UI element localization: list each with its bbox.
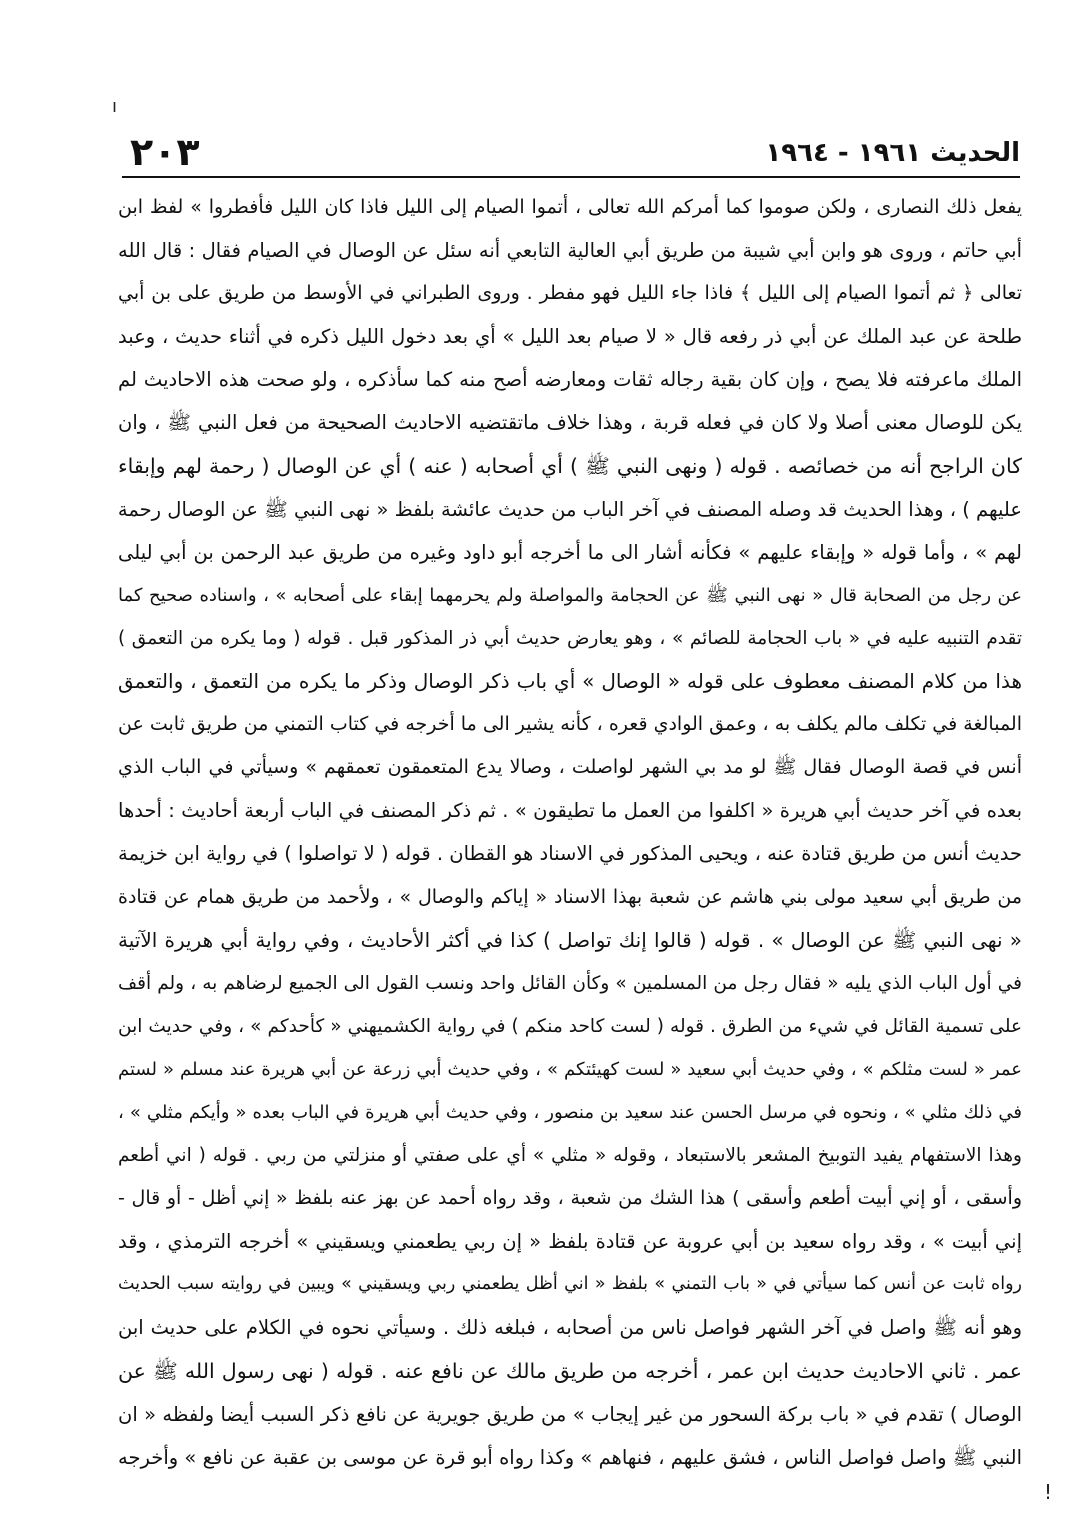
- text-line: وهو أنه ﷺ واصل في آخر الشهر فواصل ناس من أصحابه ، فبلغه ذلك . وسيأتي نحوه في الكلام على حديث ابن: [118, 1316, 1022, 1340]
- text-line: كان الراجح أنه من خصائصه . قوله ( ونهى النبي ﷺ ) أي أصحابه ( عنه ) أي عن الوصال ( رحمة لهم وإبقاء: [118, 453, 1022, 478]
- text-line: وهذا الاستفهام يفيد التوبيخ المشعر بالاستبعاد ، وقوله « مثلي » أي على صفتي أو منزلتي من ربي . قوله ( اني أطعم: [118, 1145, 1022, 1167]
- text-line: يفعل ذلك النصارى ، ولكن صوموا كما أمركم الله تعالى ، أتموا الصيام إلى الليل فاذا كان الليل فأفطروا » لفظ ابن: [118, 196, 1022, 218]
- page-number: ٢٠٣: [130, 130, 200, 174]
- text-line: لهم » ، وأما قوله « وإبقاء عليهم » فكأنه أشار الى ما أخرجه أبو داود وغيره من طريق عبد الرحمن بن أبي ليلى: [118, 540, 1022, 564]
- text-line: المبالغة في تكلف مالم يكلف به ، وعمق الوادي قعره ، كأنه يشير الى ما أخرجه في كتاب التمني من طريق ثابت عن: [118, 713, 1022, 736]
- text-line: في أول الباب الذي يليه « فقال رجل من المسلمين » وكأن القائل واحد ونسب القول الى الجميع لرضاهم به ، ولم أقف: [118, 972, 1022, 994]
- text-line: النبي ﷺ واصل فواصل الناس ، فشق عليهم ، فنهاهم » وكذا رواه أبو قرة عن موسى بن عقبة عن نافع » وأخرجه: [118, 1445, 1022, 1469]
- text-line: عن رجل من الصحابة قال « نهى النبي ﷺ عن الحجامة والمواصلة ولم يحرمهما إبقاء على أصحابه » ، واسناده صحيح كما: [118, 584, 1022, 606]
- body-text: [118, 186, 1022, 1479]
- header-rule: [122, 176, 1020, 178]
- running-title: الحديث ١٩٦١ - ١٩٦٤: [765, 138, 1020, 168]
- text-line: في ذلك مثلي » ، ونحوه في مرسل الحسن عند سعيد بن منصور ، وفي حديث أبي هريرة في الباب بعده « وأيكم مثلي » ،: [118, 1101, 1022, 1123]
- text-line: أنس في قصة الوصال فقال ﷺ لو مد بي الشهر لواصلت ، وصالا يدع المتعمقون تعمقهم » وسيأتي في الباب الذي: [118, 756, 1022, 779]
- text-line: عليهم ) ، وهذا الحديث قد وصله المصنف في آخر الباب من حديث عائشة بلفظ « نهى النبي ﷺ عن الوصال رحمة: [118, 497, 1022, 521]
- text-line: حديث أنس من طريق قتادة عنه ، ويحيى المذكور في الاسناد هو القطان . قوله ( لا تواصلوا ) في رواية ابن خزيمة: [118, 842, 1022, 866]
- text-line: الملك ماعرفته فلا يصح ، وإن كان بقية رجاله ثقات ومعارضه أصح منه كما سأذكره ، ولو صحت هذه الاحاديث لم: [118, 368, 1022, 392]
- scan-speck-right-margin: !: [1044, 1480, 1053, 1504]
- text-line: تقدم التنبيه عليه في « باب الحجامة للصائم » ، وهو يعارض حديث أبي ذر المذكور قبل . قوله ( وما يكره من التعمق ): [118, 627, 1022, 649]
- text-line: عمر « لست مثلكم » ، وفي حديث أبي سعيد « لست كهيئتكم » ، وفي حديث أبي زرعة عن أبي هريرة عند مسلم « لستم: [118, 1058, 1022, 1080]
- text-line: من طريق أبي سعيد مولى بني هاشم عن شعبة بهذا الاسناد « إياكم والوصال » ، ولأحمد من طريق همام عن قتادة: [118, 885, 1022, 908]
- page-header: [120, 130, 1020, 174]
- text-line: هذا من كلام المصنف معطوف على قوله « الوصال » أي باب ذكر الوصال وذكر ما يكره من التعمق ، والتعمق: [118, 669, 1022, 694]
- text-line: إني أبيت » ، وقد رواه سعيد بن أبي عروبة عن قتادة بلفظ « إن ربي يطعمني ويسقيني » أخرجه الترمذي ، وقد: [118, 1230, 1022, 1254]
- text-line: وأسقى ، أو إني أبيت أطعم وأسقى ) هذا الشك من شعبة ، وقد رواه أحمد عن بهز عنه بلفظ « إني أظل - أو قال -: [118, 1187, 1022, 1210]
- text-line: بعده في آخر حديث أبي هريرة « اكلفوا من العمل ما تطيقون » . ثم ذكر المصنف في الباب أربعة أحاديث : أحدها: [118, 799, 1022, 823]
- text-line: رواه ثابت عن أنس كما سيأتي في « باب التمني » بلفظ « اني أظل يطعمني ربي ويسقيني » ويبين في روايته سبب الحديث: [118, 1274, 1022, 1295]
- text-line: تعالى ﴿ ثم أتموا الصيام إلى الليل ﴾ فاذا جاء الليل فهو مفطر . وروى الطبراني في الأوسط من طريق على بن أبي: [118, 282, 1022, 305]
- text-line: على تسمية القائل في شيء من الطرق . قوله ( لست كاحد منكم ) في رواية الكشميهني « كأحدكم » ، وفي حديث ابن: [118, 1015, 1022, 1037]
- text-line: أبي حاتم ، وروى هو وابن أبي شيبة من طريق أبي العالية التابعي أنه سئل عن الوصال في الصيام فقال : قال الله: [118, 239, 1022, 263]
- text-line: « نهى النبي ﷺ عن الوصال » . قوله ( قالوا إنك تواصل ) كذا في أكثر الأحاديث ، وفي رواية أبي هريرة الآتية: [118, 927, 1022, 952]
- text-line: طلحة عن عبد الملك عن أبي ذر رفعه قال « لا صيام بعد الليل » أي بعد دخول الليل ذكره في أثناء حديث ، وعبد: [118, 325, 1022, 349]
- scan-speck-top-left: ı: [112, 96, 118, 117]
- text-line: الوصال ) تقدم في « باب بركة السحور من غير إيجاب » من طريق جويرية عن نافع ذكر السبب أيضا ولفظه « ان: [118, 1402, 1022, 1426]
- text-line: يكن للوصال معنى أصلا ولا كان في فعله قربة ، وهذا خلاف ماتقتضيه الاحاديث الصحيحة من فعل النبي ﷺ ، وان: [118, 411, 1022, 435]
- text-line: عمر . ثاني الاحاديث حديث ابن عمر ، أخرجه من طريق مالك عن نافع عنه . قوله ( نهى رسول الله ﷺ عن: [118, 1358, 1022, 1383]
